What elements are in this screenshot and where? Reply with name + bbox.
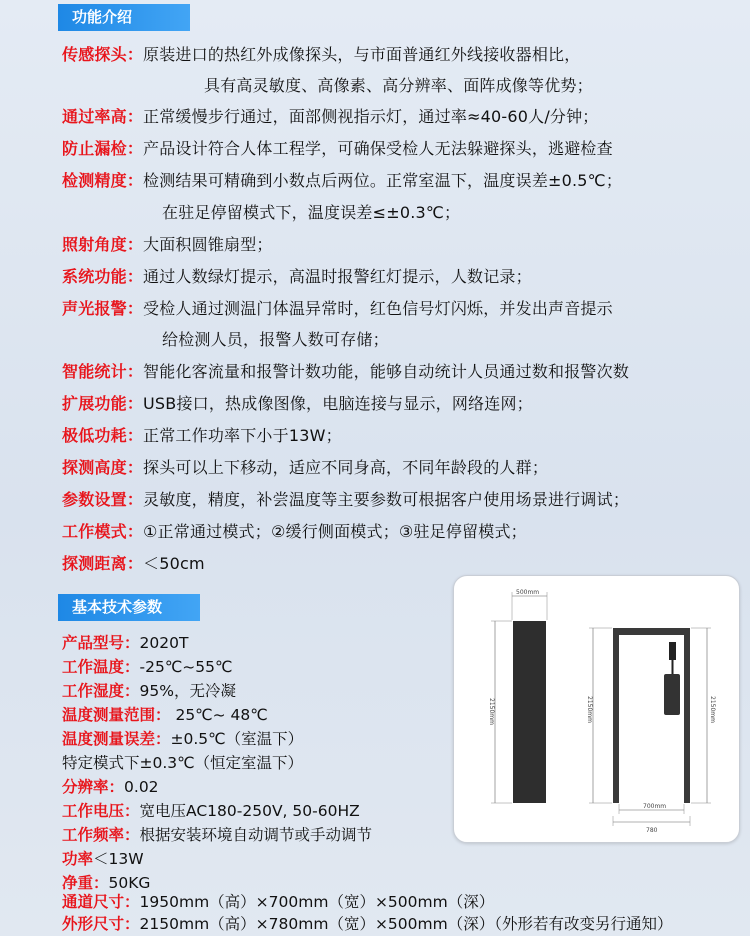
feature-value: ①正常通过模式；②缓行侧面模式；③驻足停留模式；	[143, 522, 527, 541]
inner-width-label: 700mm	[643, 803, 667, 810]
spec-separator: ：	[124, 802, 140, 820]
spec-value: 根据安装环境自动调节或手动调节	[139, 826, 373, 844]
dimension-diagram	[453, 575, 740, 843]
feature-row-statistics	[62, 359, 629, 382]
feature-continuation-sensor: 具有高灵敏度、高像素、高分辨率、面阵成像等优势；	[204, 76, 593, 95]
spec-row-special-mode	[62, 751, 303, 773]
spec-separator: ：	[124, 915, 140, 933]
spec-separator: ：	[124, 658, 140, 676]
spec-value: 2150mm（高）×780mm（宽）×500mm（深）（外形若有改变另行通知）	[139, 915, 673, 933]
sensor-display-box	[664, 674, 680, 715]
spec-row-frequency	[62, 823, 372, 845]
spec-value: 1950mm（高）×700mm（宽）×500mm（深）	[139, 893, 495, 911]
feature-continuation-accuracy: 在驻足停留模式下，温度误差≤±0.3℃；	[162, 203, 461, 222]
feature-key: 探测距离	[62, 554, 127, 573]
feature-row-power	[62, 423, 342, 446]
feature-row-height	[62, 455, 548, 478]
feature-row-angle	[62, 232, 273, 255]
feature-row-settings	[62, 487, 629, 510]
front-frame-left	[613, 628, 619, 803]
feature-key: 工作模式	[62, 522, 127, 541]
spec-separator: ：	[155, 730, 171, 748]
spec-value: 25℃~ 48℃	[170, 706, 268, 724]
spec-key: 温度测量范围	[62, 706, 156, 724]
spec-row-outer-size	[62, 912, 672, 934]
feature-separator: ：	[126, 299, 144, 318]
spec-row-work-temp	[62, 655, 232, 677]
feature-key: 扩展功能	[62, 394, 127, 413]
front-frame-right	[684, 628, 690, 803]
feature-key: 系统功能	[62, 267, 127, 286]
spec-separator: ：	[124, 893, 140, 911]
spec-row-humidity	[62, 679, 236, 701]
spec-separator: ：	[108, 778, 125, 796]
feature-key: 传感探头	[62, 45, 127, 64]
feature-separator: ：	[126, 426, 144, 445]
feature-key: 防止漏检	[62, 139, 127, 158]
feature-key: 照射角度	[62, 235, 127, 254]
feature-row-modes	[62, 519, 527, 542]
feature-value: 原装进口的热红外成像探头，与市面普通红外线接收器相比，	[143, 45, 581, 64]
front-right-height-label: 2150mm	[709, 696, 716, 723]
spec-separator: ：	[93, 874, 109, 892]
feature-row-throughput	[62, 104, 599, 127]
feature-separator: ：	[126, 171, 144, 190]
spec-row-resolution	[62, 775, 159, 797]
feature-separator: ：	[126, 45, 144, 64]
feature-continuation-alarm: 给检测人员，报警人数可存储；	[162, 330, 389, 349]
feature-key: 检测精度	[62, 171, 127, 190]
features-section-title: 功能介绍	[58, 4, 190, 31]
spec-row-channel-size	[62, 890, 494, 912]
feature-value: 大面积圆锥扇型；	[143, 235, 273, 254]
spec-value: 95%，无冷凝	[139, 682, 236, 700]
spec-value: ＜13W	[93, 850, 144, 868]
feature-row-system	[62, 264, 532, 287]
feature-key: 声光报警	[62, 299, 127, 318]
feature-row-sensor	[62, 42, 580, 65]
spec-key: 工作湿度	[62, 682, 125, 700]
side-width-label: 500mm	[516, 589, 540, 596]
spec-separator: ：	[124, 634, 140, 652]
feature-key: 参数设置	[62, 490, 127, 509]
spec-key: 外形尺寸	[62, 915, 125, 933]
feature-separator: ：	[126, 267, 144, 286]
sensor-stalk	[672, 660, 674, 674]
spec-key: 工作电压	[62, 802, 125, 820]
specs-section-title: 基本技术参数	[58, 594, 200, 621]
feature-separator: ：	[126, 490, 144, 509]
outer-width-label: 780	[646, 827, 658, 834]
spec-row-power	[62, 847, 144, 869]
feature-separator: ：	[126, 554, 144, 573]
feature-row-distance	[62, 551, 205, 574]
feature-key: 极低功耗	[62, 426, 127, 445]
spec-separator: ：	[124, 826, 140, 844]
spec-value: -25℃~55℃	[139, 658, 233, 676]
feature-key: 通过率高	[62, 107, 127, 126]
spec-key: 工作频率	[62, 826, 125, 844]
spec-row-voltage	[62, 799, 360, 821]
feature-value: 检测结果可精确到小数点后两位。正常室温下，温度误差±0.5℃；	[143, 171, 623, 190]
spec-value: 0.02	[124, 778, 159, 796]
diagram-svg	[454, 576, 741, 844]
feature-value: USB接口，热成像图像，电脑连接与显示，网络连网；	[143, 394, 533, 413]
feature-separator: ：	[126, 362, 144, 381]
spec-key: 工作温度	[62, 658, 125, 676]
feature-separator: ：	[126, 139, 144, 158]
spec-value: ±0.5℃（室温下）	[170, 730, 304, 748]
feature-separator: ：	[126, 107, 144, 126]
feature-separator: ：	[126, 394, 144, 413]
spec-value: 宽电压AC180-250V, 50-60HZ	[139, 802, 360, 820]
spec-key: 功率	[62, 850, 94, 868]
front-height-label: 2150mm	[586, 696, 593, 723]
feature-separator: ：	[126, 522, 144, 541]
feature-value: 灵敏度，精度，补尝温度等主要参数可根据客户使用场景进行调试；	[143, 490, 630, 509]
spec-key: 产品型号	[62, 634, 125, 652]
feature-separator: ：	[126, 235, 144, 254]
feature-row-leak-proof	[62, 136, 613, 159]
spec-separator: ：	[155, 706, 171, 724]
spec-key: 净重	[62, 874, 94, 892]
spec-separator: ：	[124, 682, 140, 700]
side-view-panel	[513, 621, 546, 803]
feature-value: 通过人数绿灯提示，高温时报警红灯提示，人数记录；	[143, 267, 532, 286]
spec-key: 分辨率	[62, 778, 109, 796]
feature-key: 探测高度	[62, 458, 127, 477]
spec-plain-value: 特定模式下±0.3℃（恒定室温下）	[62, 754, 304, 772]
spec-row-temp-range	[62, 703, 268, 725]
feature-row-alarm	[62, 296, 613, 319]
feature-row-accuracy	[62, 168, 622, 191]
feature-value: 正常缓慢步行通过，面部侧视指示灯，通过率≈40-60人/分钟；	[143, 107, 599, 126]
feature-separator: ：	[126, 458, 144, 477]
side-height-label: 2150mm	[488, 698, 495, 725]
feature-value: ＜50cm	[143, 554, 205, 573]
spec-key: 温度测量误差	[62, 730, 156, 748]
spec-row-model	[62, 631, 188, 653]
front-frame-top	[613, 628, 690, 635]
feature-value: 受检人通过测温门体温异常时，红色信号灯闪烁，并发出声音提示	[143, 299, 613, 318]
sensor-head-icon	[669, 642, 676, 660]
feature-key: 智能统计	[62, 362, 127, 381]
feature-value: 产品设计符合人体工程学，可确保受检人无法躲避探头，逃避检查	[143, 139, 613, 158]
feature-value: 探头可以上下移动，适应不同身高，不同年龄段的人群；	[143, 458, 549, 477]
spec-value: 50KG	[108, 874, 151, 892]
feature-value: 智能化客流量和报警计数功能，能够自动统计人员通过数和报警次数	[143, 362, 630, 381]
spec-key: 通道尺寸	[62, 893, 125, 911]
spec-row-temp-error	[62, 727, 303, 749]
spec-value: 2020T	[139, 634, 189, 652]
feature-row-extension	[62, 391, 533, 414]
feature-value: 正常工作功率下小于13W；	[143, 426, 342, 445]
